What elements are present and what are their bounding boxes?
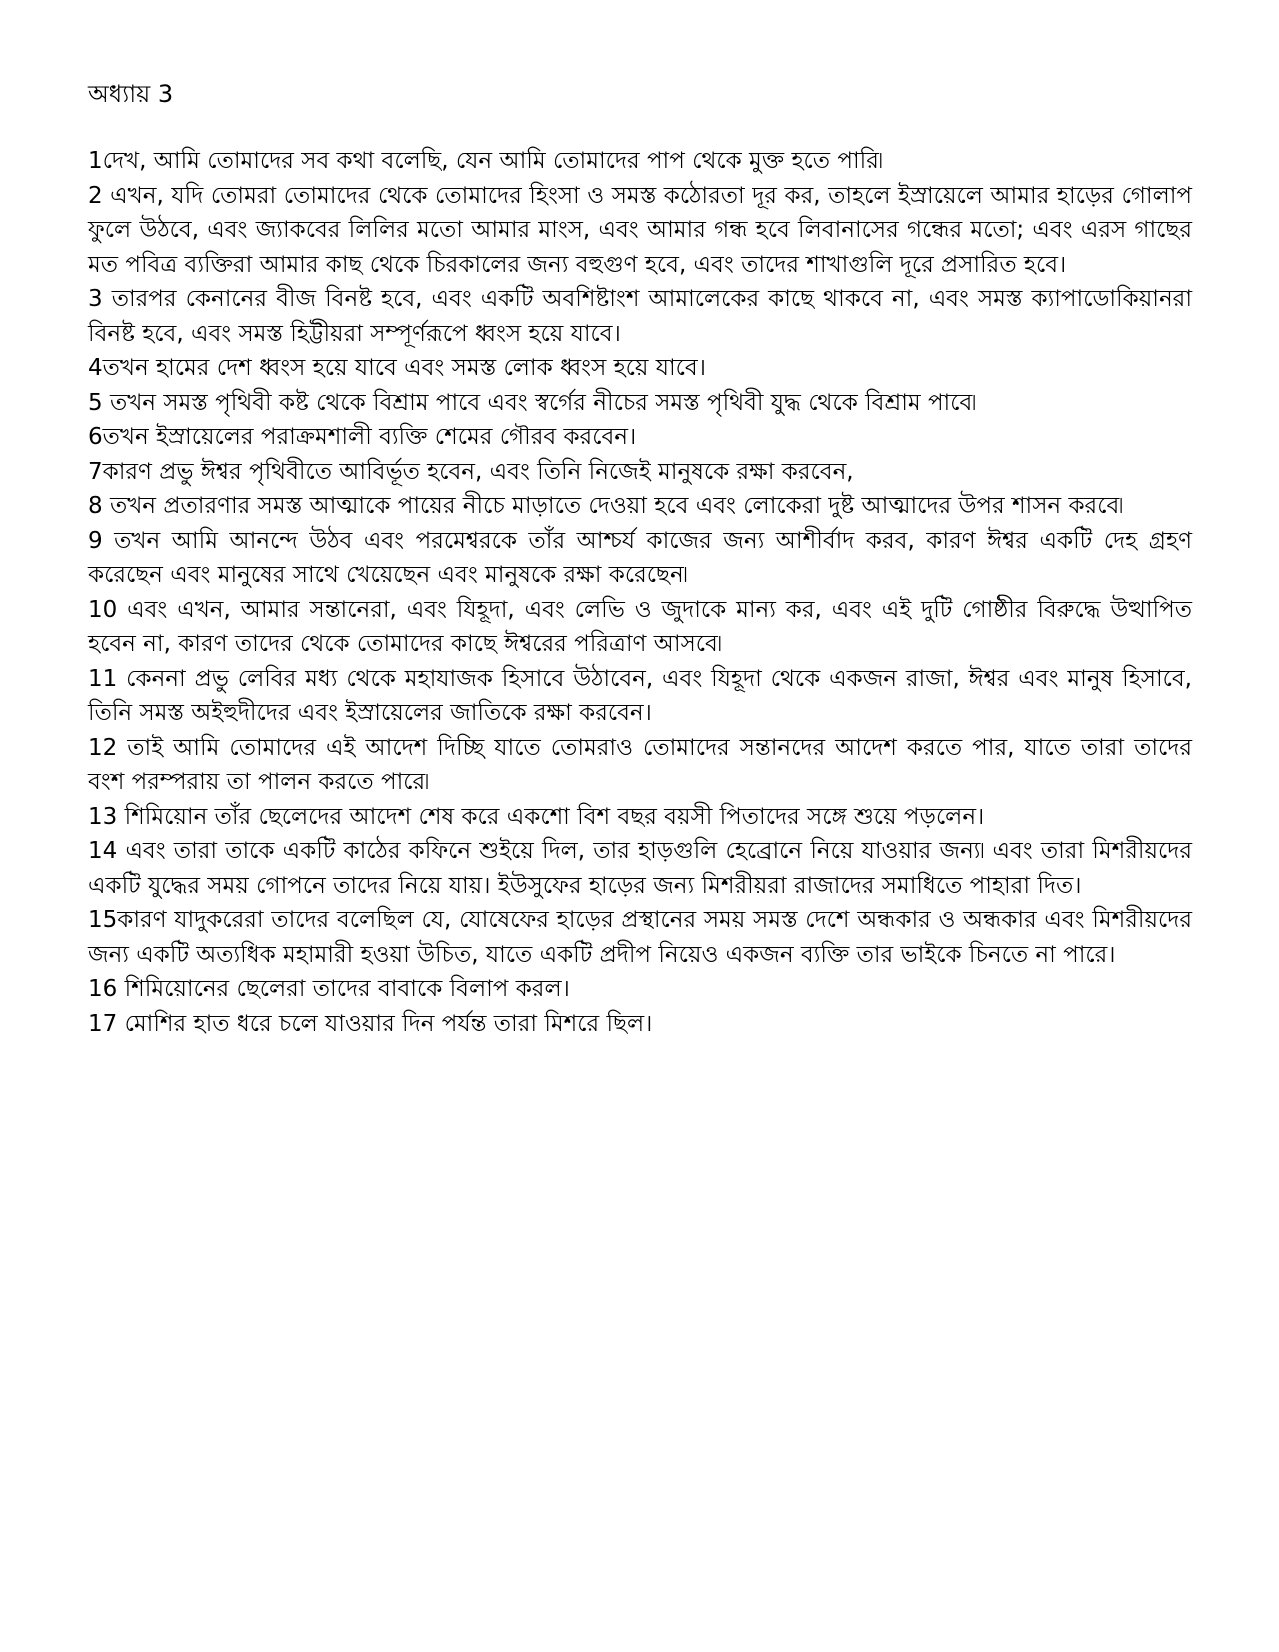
- verse-13: 13 শিমিয়োন তাঁর ছেলেদের আদেশ শেষ করে একশো বিশ বছর বয়সী পিতাদের সঙ্গে শুয়ে পড়লেন।: [88, 803, 985, 830]
- verse-3: 3 তারপর কেনানের বীজ বিনষ্ট হবে, এবং একটি অবশিষ্টাংশ আমালেকের কাছে থাকবে না, এবং সমস্ত ক্যাপাডোকিয়ানরা বিনষ্ট হবে, এবং সমস্ত হিট্টীয়রা সম্পূর্ণরূপে ধ্বংস হয়ে যাবে।: [88, 286, 1192, 347]
- verse-8: 8 তখন প্রতারণার সমস্ত আত্মাকে পায়ের নীচে মাড়াতে দেওয়া হবে এবং লোকেরা দুষ্ট আত্মাদের উপর শাসন করবে৷: [88, 493, 1124, 519]
- verse-17: 17 মোশির হাত ধরে চলে যাওয়ার দিন পর্যন্ত তারা মিশরে ছিল।: [88, 1010, 653, 1037]
- verse-6: 6তখন ইস্রায়েলের পরাক্রমশালী ব্যক্তি শেমের গৌরব করবেন।: [88, 424, 637, 450]
- verse-10: 10 এবং এখন, আমার সন্তানেরা, এবং যিহূদা, এবং লেভি ও জুদাকে মান্য কর, এবং এই দুটি গোষ্ঠীর বিরুদ্ধে উত্থাপিত হবেন না, কারণ তাদের থেকে তোমাদের কাছে ঈশ্বরের পরিত্রাণ আসবে৷: [88, 596, 1192, 657]
- verse-2: 2 এখন, যদি তোমরা তোমাদের থেকে তোমাদের হিংসা ও সমস্ত কঠোরতা দূর কর, তাহলে ইস্রায়েলে আমার হাড়ের গোলাপ ফুলে উঠবে, এবং জ্যাকবের লিলির মতো আমার মাংস, এবং আমার গন্ধ হবে লিবানাসের গন্ধের মতো; এবং এরস গাছের মত পবিত্র ব্যক্তিরা আমার কাছ থেকে চিরকালের জন্য বহুগুণ হবে, এবং তাদের শাখাগুলি দূরে প্রসারিত হবে।: [88, 182, 1192, 278]
- chapter-title: অধ্যায় 3: [88, 80, 174, 108]
- verse-9: 9 তখন আমি আনন্দে উঠব এবং পরমেশ্বরকে তাঁর আশ্চর্য কাজের জন্য আশীর্বাদ করব, কারণ ঈশ্বর একটি দেহ গ্রহণ করেছেন এবং মানুষের সাথে খেয়েছেন এবং মানুষকে রক্ষা করেছেন৷: [88, 527, 1192, 588]
- verse-1: 1দেখ, আমি তোমাদের সব কথা বলেছি, যেন আমি তোমাদের পাপ থেকে মুক্ত হতে পারি৷: [88, 148, 883, 174]
- verse-14: 14 এবং তারা তাকে একটি কাঠের কফিনে শুইয়ে দিল, তার হাড়গুলি হেব্রোনে নিয়ে যাওয়ার জন্য৷ এবং তারা মিশরীয়দের একটি যুদ্ধের সময় গোপনে তাদের নিয়ে যায়। ইউসুফের হাড়ের জন্য মিশরীয়রা রাজাদের সমাধিতে পাহারা দিত।: [88, 838, 1192, 899]
- verse-11: 11 কেননা প্রভু লেবির মধ্য থেকে মহাযাজক হিসাবে উঠাবেন, এবং যিহূদা থেকে একজন রাজা, ঈশ্বর এবং মানুষ হিসাবে, তিনি সমস্ত অইহুদীদের এবং ইস্রায়েলের জাতিকে রক্ষা করবেন।: [88, 665, 1192, 726]
- verse-16: 16 শিমিয়োনের ছেলেরা তাদের বাবাকে বিলাপ করল।: [88, 976, 570, 1002]
- verse-list: [88, 144, 1192, 1041]
- verse-4: 4তখন হামের দেশ ধ্বংস হয়ে যাবে এবং সমস্ত লোক ধ্বংস হয়ে যাবে।: [88, 355, 706, 381]
- verse-5: 5 তখন সমস্ত পৃথিবী কষ্ট থেকে বিশ্রাম পাবে এবং স্বর্গের নীচের সমস্ত পৃথিবী যুদ্ধ থেকে বিশ্রাম পাবে৷: [88, 389, 977, 416]
- verse-15: 15কারণ যাদুকরেরা তাদের বলেছিল যে, যোষেফের হাড়ের প্রস্থানের সময় সমস্ত দেশে অন্ধকার ও অন্ধকার এবং মিশরীয়দের জন্য একটি অত্যধিক মহামারী হওয়া উচিত, যাতে একটি প্রদীপ নিয়েও একজন ব্যক্তি তার ভাইকে চিনতে না পারে।: [88, 907, 1192, 968]
- verse-7: 7কারণ প্রভু ঈশ্বর পৃথিবীতে আবির্ভূত হবেন, এবং তিনি নিজেই মানুষকে রক্ষা করবেন,: [88, 458, 854, 485]
- document-page: [88, 78, 1192, 1041]
- verse-12: 12 তাই আমি তোমাদের এই আদেশ দিচ্ছি যাতে তোমরাও তোমাদের সন্তানদের আদেশ করতে পার, যাতে তারা তাদের বংশ পরম্পরায় তা পালন করতে পারে৷: [88, 734, 1192, 795]
